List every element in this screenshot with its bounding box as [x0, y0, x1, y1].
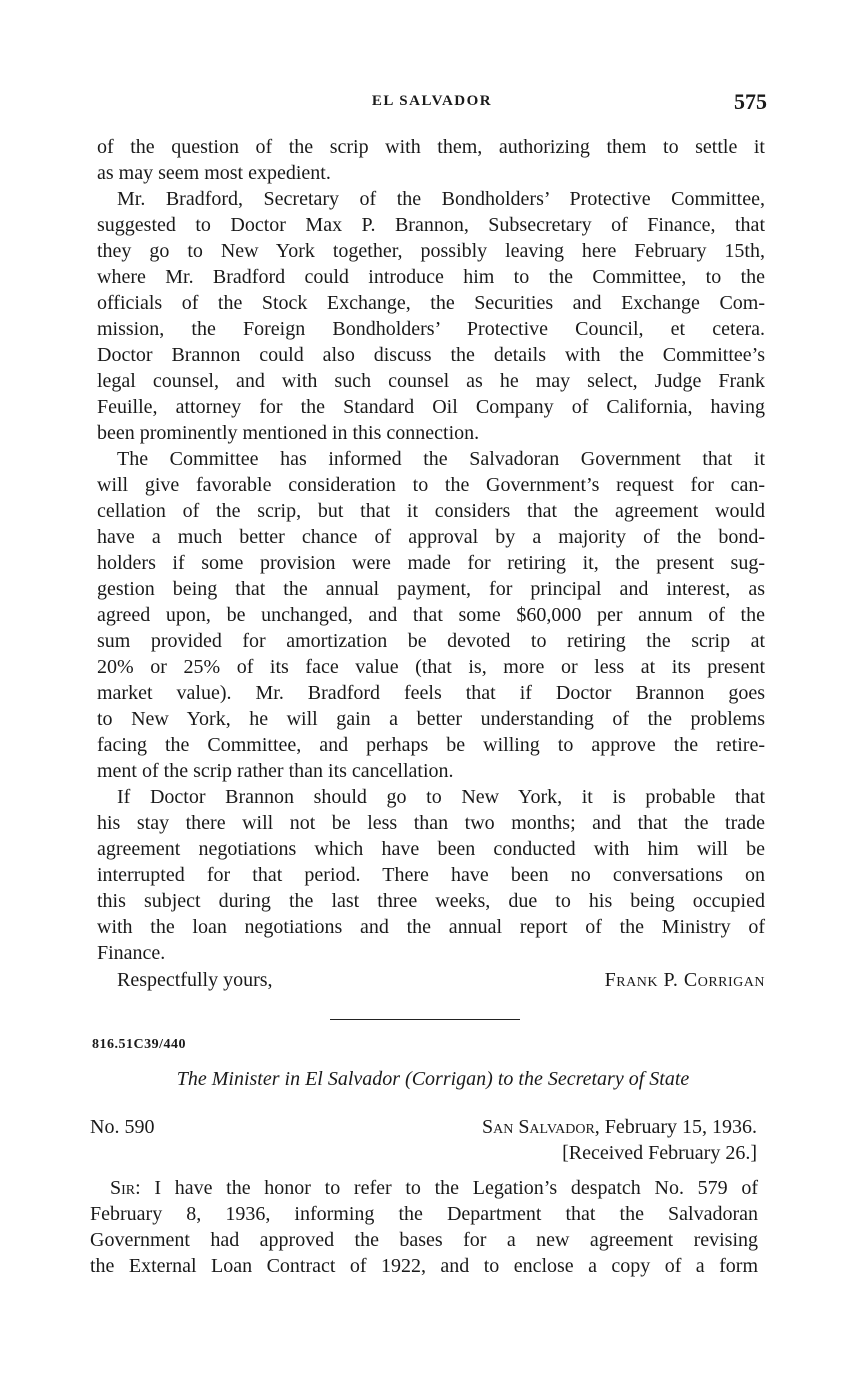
text-line: If Doctor Brannon should go to New York, it is probable that: [117, 786, 765, 808]
text-line: Feuille, attorney for the Standard Oil Company of California, having: [97, 396, 765, 418]
text-line: legal counsel, and with such counsel as he may select, Judge Frank: [97, 370, 765, 392]
text-line: have a much better chance of approval by a majority of the bond-: [97, 526, 765, 548]
dateline-date: , February 15, 1936.: [594, 1116, 757, 1138]
page-number: 575: [734, 89, 767, 114]
text-line: been prominently mentioned in this connection.: [97, 422, 480, 444]
text-line: Mr. Bradford, Secretary of the Bondholders’ Protective Committee,: [117, 188, 765, 210]
text-line: the External Loan Contract of 1922, and to enclose a copy of a form: [90, 1255, 758, 1277]
text-line: with the loan negotiations and the annual report of the Ministry of: [97, 916, 765, 938]
text-line: they go to New York together, possibly leaving here February 15th,: [97, 240, 765, 262]
section-divider: [330, 1019, 520, 1020]
running-head: [97, 89, 767, 119]
file-number: 816.51C39/440: [92, 1037, 186, 1052]
text-line: Doctor Brannon could also discuss the details with the Committee’s: [97, 344, 765, 366]
text-line: gestion being that the annual payment, for principal and interest, as: [97, 578, 765, 600]
text-line: suggested to Doctor Max P. Brannon, Subsecretary of Finance, that: [97, 214, 765, 236]
text-line: as may seem most expedient.: [97, 162, 331, 184]
text-line: to New York, he will gain a better understanding of the problems: [97, 708, 765, 730]
text-line: market value). Mr. Bradford feels that if Doctor Brannon goes: [97, 682, 765, 704]
signature-block: [117, 967, 765, 993]
document-title: The Minister in El Salvador (Corrigan) to the Secretary of State: [176, 1068, 690, 1090]
text-line: agreement negotiations which have been conducted with him will be: [97, 838, 765, 860]
text-line: facing the Committee, and perhaps be willing to approve the retire-: [97, 734, 765, 756]
text-line: will give favorable consideration to the Government’s request for can-: [97, 474, 765, 496]
dateline: [482, 1114, 757, 1140]
text-line: The Committee has informed the Salvadoran Government that it: [117, 448, 765, 470]
text-line: February 8, 1936, informing the Department that the Salvadoran: [90, 1203, 758, 1225]
text-line: Government had approved the bases for a new agreement revising: [90, 1229, 758, 1251]
closing: Respectfully yours,: [117, 969, 273, 991]
text-line: mission, the Foreign Bondholders’ Protective Council, et cetera.: [97, 318, 765, 340]
running-title: EL SALVADOR: [371, 93, 493, 109]
signer-name: Frank P. Corrigan: [604, 969, 765, 991]
text-line: sum provided for amortization be devoted to retiring the scrip at: [97, 630, 765, 652]
text-line: his stay there will not be less than two months; and that the trade: [97, 812, 765, 834]
text-line: holders if some provision were made for retiring it, the present sug-: [97, 552, 765, 574]
text-line: Finance.: [97, 942, 166, 964]
text-line: this subject during the last three weeks, due to his being occupied: [97, 890, 765, 912]
text-line: ment of the scrip rather than its cancellation.: [97, 760, 454, 782]
letter-body: [90, 1175, 758, 1279]
text-line: agreed upon, be unchanged, and that some $60,000 per annum of the: [97, 604, 765, 626]
text-line: interrupted for that period. There have been no conversations on: [97, 864, 765, 886]
text-line: officials of the Stock Exchange, the Securities and Exchange Com-: [97, 292, 765, 314]
received-date: [Received February 26.]: [562, 1142, 757, 1164]
dateline-place: San Salvador: [481, 1116, 595, 1138]
text-line: [90, 1175, 758, 1201]
salutation-text: : I have the honor to refer to the Legation’s despatch No. 579 of: [135, 1177, 758, 1199]
text-line: where Mr. Bradford could introduce him to the Committee, to the: [97, 266, 765, 288]
despatch-number: No. 590: [90, 1116, 155, 1138]
letter-continuation: [97, 134, 765, 966]
text-line: cellation of the scrip, but that it considers that the agreement would: [97, 500, 765, 522]
text-line: of the question of the scrip with them, authorizing them to settle it: [97, 136, 765, 158]
text-line: 20% or 25% of its face value (that is, more or less at its present: [97, 656, 765, 678]
salutation: Sir: [110, 1177, 136, 1199]
